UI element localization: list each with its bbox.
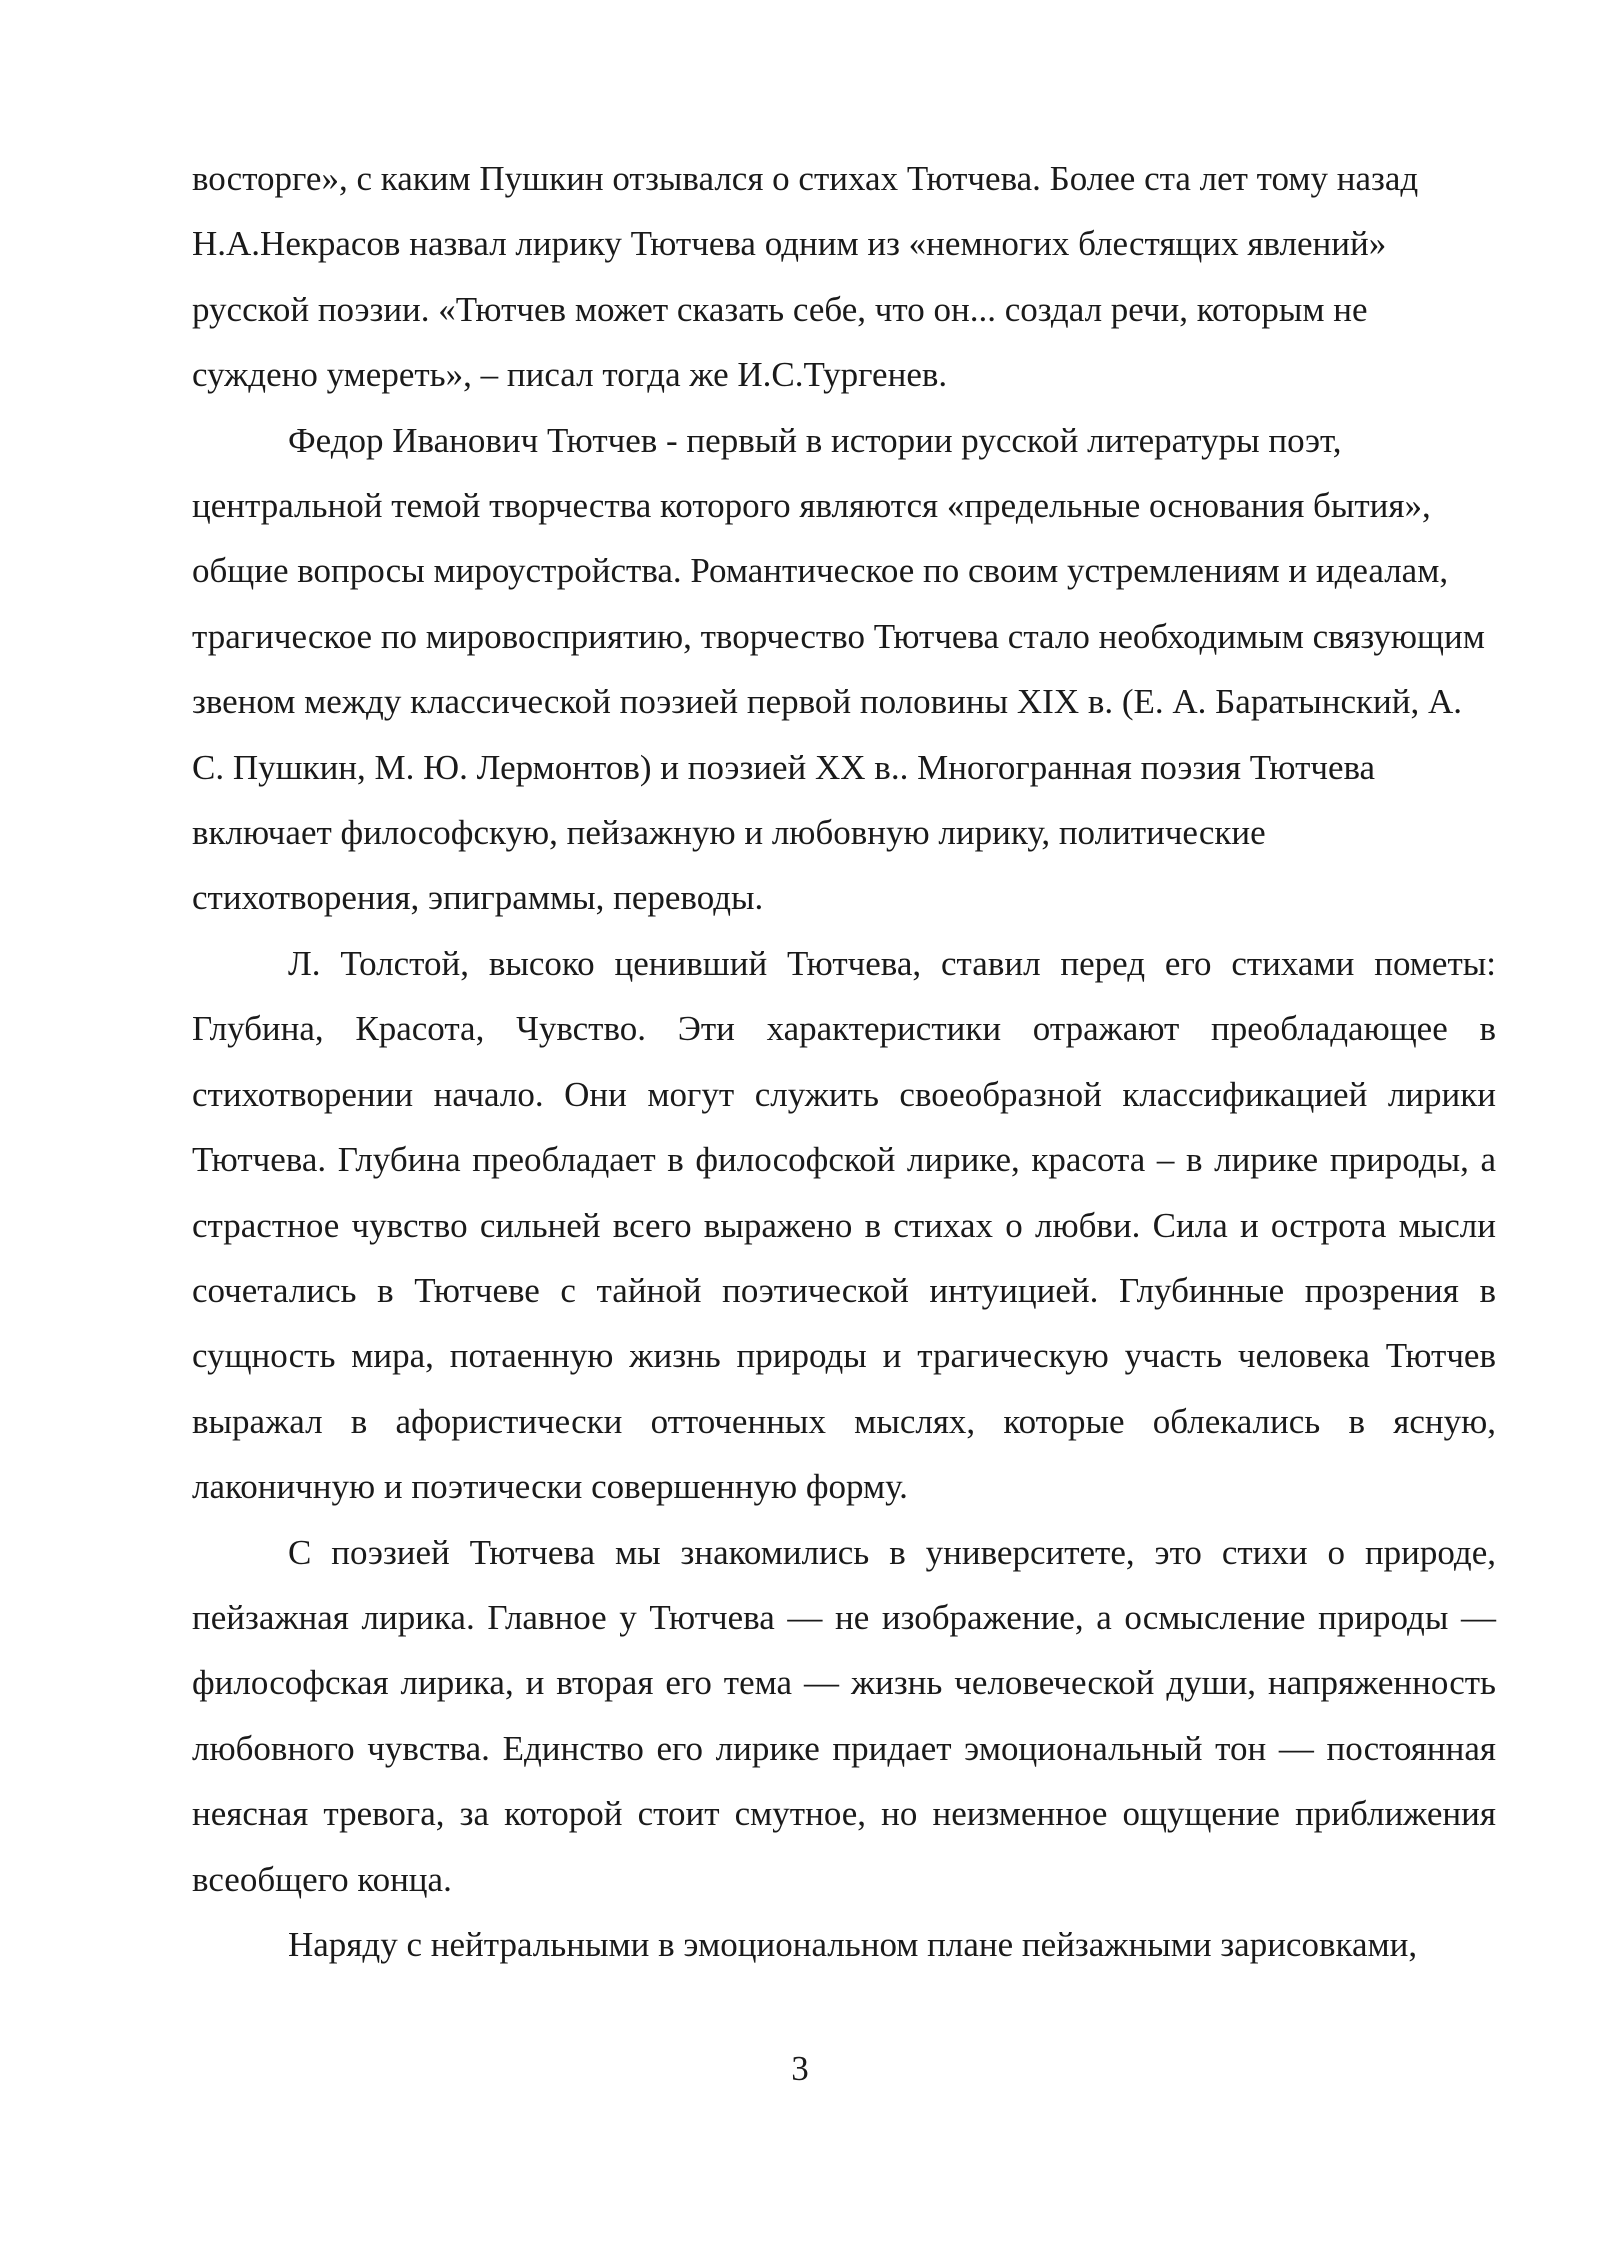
paragraph-1: восторге», с каким Пушкин отзывался о стихах Тютчева. Более ста лет тому назад Н.А.Некрасов назвал лирику Тютчева одним из «немногих блестящих явлений» русской поэзии. «Тютчев может сказать себе, что он... создал речи, которым не суждено умереть», – писал тогда же И.С.Тургенев. (192, 159, 1419, 395)
paragraph-3: Л. Толстой, высоко ценивший Тютчева, ставил перед его стихами пометы: Глубина, Красота, Чувство. Эти характеристики отражают преобладающее в стихотворении начало. Они могут служить своеобразной классификацией лирики Тютчева. Глубина преобладает в философской лирике, красота – в лирике природы, а страстное чувство сильней всего выражено в стихах о любви. Сила и острота мысли сочетались в Тютчеве с тайной поэтической интуицией. Глубинные прозрения в сущность мира, потаенную жизнь природы и трагическую участь человека Тютчев выражал в афористически отточенных мыслях, которые облекались в ясную, лаконичную и поэтически совершенную форму. (192, 943, 1496, 1507)
paragraph-4: С поэзией Тютчева мы знакомились в университете, это стихи о природе, пейзажная лирика. Главное у Тютчева — не изображение, а осмысление природы — философская лирика, и вторая его тема — жизнь человеческой души, напряженность любовного чувства. Единство его лирике придает эмоциональный тон — постоянная неясная тревога, за которой стоит смутное, но неизменное ощущение приближения всеобщего конца. (192, 1532, 1496, 1899)
page-number: 3 (791, 2049, 809, 2088)
document-body (192, 146, 1496, 1977)
paragraph-5: Наряду с нейтральными в эмоциональном плане пейзажными зарисовками, (288, 1924, 1418, 1964)
paragraph-2: Федор Иванович Тютчев - первый в истории русской литературы поэт, центральной темой творчества которого являются «предельные основания бытия», общие вопросы мироустройства. Романтическое по своим устремлениям и идеалам, трагическое по мировосприятию, творчество Тютчева стало необходимым связующим звеном между классической поэзией первой половины XIX в. (Е. А. Баратынский, А. С. Пушкин, М. Ю. Лермонтов) и поэзией XX в.. Многогранная поэзия Тютчева включает философскую, пейзажную и любовную лирику, политические стихотворения, эпиграммы, переводы. (192, 420, 1485, 918)
